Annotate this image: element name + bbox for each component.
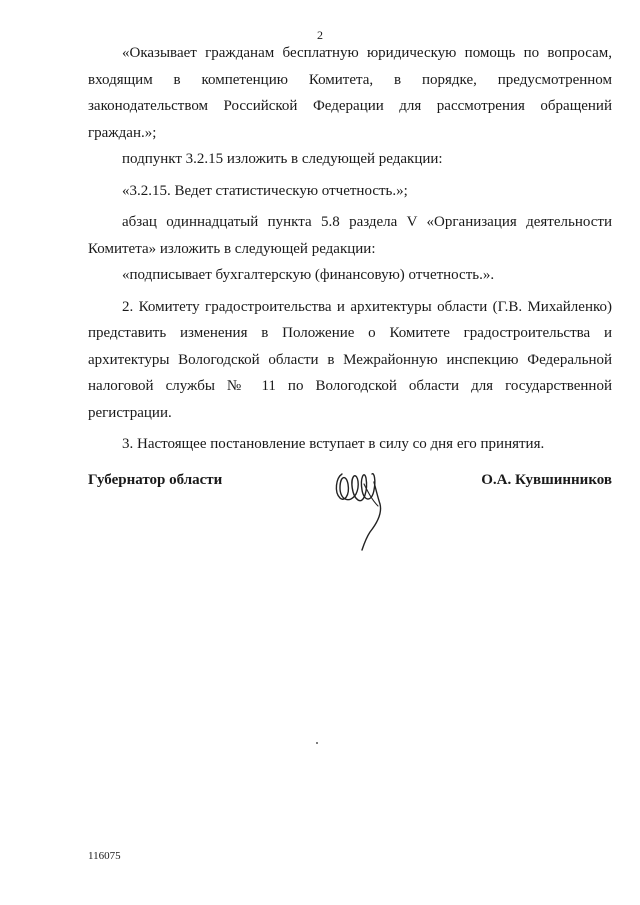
page-number: 2 bbox=[317, 28, 323, 42]
paragraph-subpoint-text: «3.2.15. Ведет статистическую отчетность.»; bbox=[122, 182, 408, 199]
paragraph-subpoint-intro: подпункт 3.2.15 изложить в следующей редакции: bbox=[122, 151, 443, 167]
signatory-title: Губернатор области bbox=[88, 472, 223, 488]
handwritten-signature bbox=[328, 460, 392, 552]
scan-speck bbox=[316, 742, 318, 744]
document-body bbox=[88, 40, 612, 463]
document-code: 116075 bbox=[88, 850, 121, 862]
paragraph-eleventh-intro: абзац одиннадцатый пункта 5.8 раздела V «Организация деятельности Комитета» изложить в следующей редакции: bbox=[88, 214, 612, 257]
paragraph-legal-aid: «Оказывает гражданам бесплатную юридическую помощь по вопросам, входящим в компетенцию Комитета, в порядке, предусмотренном законодательством Российской Федерации для рассмотрения обращений граждан.»; bbox=[88, 45, 612, 141]
paragraph-item-3: 3. Настоящее постановление вступает в силу со дня его принятия. bbox=[122, 436, 545, 452]
paragraph-item-2: 2. Комитету градостроительства и архитектуры области (Г.В. Михайленко) представить изменения в Положение о Комитете градостроительства и архитектуры Вологодской области в Межрайонную инспекцию Федеральной налоговой службы № 11 по Вологодской области для государственной регистрации. bbox=[88, 298, 612, 421]
paragraph-eleventh-text: «подписывает бухгалтерскую (финансовую) отчетность.». bbox=[122, 267, 495, 283]
signatory-name: О.А. Кувшинников bbox=[481, 472, 612, 488]
